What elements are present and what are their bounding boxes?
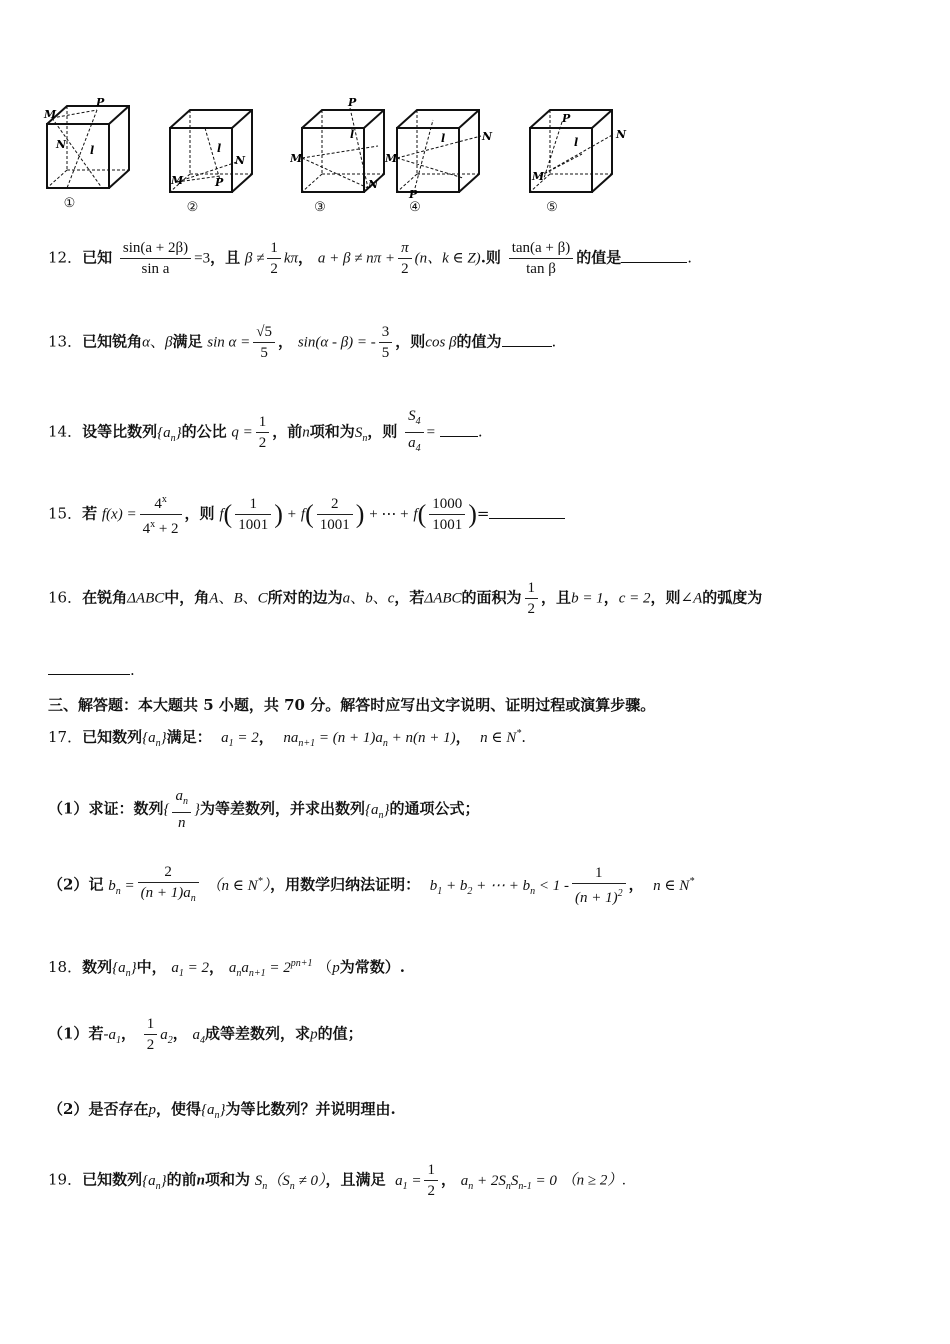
cube-figure-2 (165, 100, 260, 215)
cube-figure-4 (385, 100, 495, 215)
question-13: 13．已知锐角α、β满足 sin α = $\frac{√5}{5}$ ， sin(α - β) = - $\frac{3}{5}$ ，则cos β的值为 . (48, 324, 557, 361)
cube-label-4: ④ (409, 200, 421, 215)
section-3-title: 三、解答题：本大题共 5 小题，共 70 分。解答时应写出文字说明、证明过程或演算步骤。 (48, 696, 656, 714)
svg-text:l: l (217, 142, 222, 155)
cube-label-1: ① (63, 196, 76, 211)
question-17-part-1: （1）求证：数列{ $\frac{a_n}{n}$ }为等差数列，并求出数列$\{a_n\}$的通项公式； (48, 788, 480, 831)
question-15: 15．若 f(x) = $\frac{4^x}{4^x + 2}$ ，则 f( $\frac{1}{1001}$ ) + f( $\frac{2}{1001}$ ) + ⋯ + f( $\frac{1000}{1001}$ )= (48, 490, 565, 539)
question-16-answer: . (48, 660, 135, 679)
answer-blank-13[interactable] (502, 332, 552, 347)
question-12: 12．已知 $\frac{\sin(a + 2\beta)}{\text{sin a}}$ =3，且 β ≠ $\frac{1}{2}$ kπ， a + β ≠ nπ + $\frac{\pi}{2}$ (n、k ∈ Z).则 $\frac{\tan(a + \beta)}{\text{tan β}}$ 的值是 . (48, 240, 693, 277)
svg-text:N: N (616, 128, 627, 141)
svg-text:N: N (56, 138, 67, 151)
svg-text:l: l (90, 144, 95, 157)
svg-text:N: N (368, 178, 379, 191)
cube-figure-5 (522, 100, 632, 215)
question-16: 16．在锐角ΔABC中，角A、B、C所对的边为a、b、c，若ΔABC的面积为 $\frac{1}{2}$ ，且b = 1，c = 2，则∠A的弧度为 (48, 580, 763, 617)
question-18-part-2: （2）是否存在p，使得$\{a_n\}$为等比数列？并说明理由. (48, 1100, 396, 1121)
question-17: 17．已知数列$\{a_n\}$满足： $a_1 = 2$， $na_{n+1} = (n + 1)a_n + n(n + 1)$， n ∈ N*. (48, 728, 527, 749)
question-18-part-1: （1）若$-a_1$， $\frac{1}{2}$ $a_2$， $a_4$成等差数列，求p的值； (48, 1016, 363, 1053)
cube-figure-1 (42, 96, 137, 211)
svg-text:N: N (235, 154, 246, 167)
svg-text:M: M (532, 170, 545, 183)
svg-text:P: P (562, 112, 571, 125)
svg-text:P: P (96, 96, 105, 109)
question-18: 18．数列$\{a_n\}$中， $a_1 = 2$， $a_na_{n+1} = 2^{pn+1}$ （p为常数）. (48, 958, 405, 979)
svg-text:N: N (482, 130, 493, 143)
svg-text:M: M (385, 152, 398, 165)
answer-blank-12[interactable] (621, 248, 687, 263)
answer-blank-16[interactable] (48, 660, 130, 675)
svg-text:M: M (290, 152, 303, 165)
svg-text:M: M (44, 108, 57, 121)
svg-text:P: P (348, 96, 357, 109)
svg-text:P: P (215, 176, 224, 189)
svg-text:M: M (171, 174, 184, 187)
cube-label-5: ⑤ (546, 200, 558, 215)
svg-text:l: l (441, 132, 446, 145)
svg-text:l: l (350, 128, 355, 141)
cube-label-3: ③ (314, 200, 326, 215)
answer-blank-14[interactable] (440, 422, 478, 437)
question-19: 19．已知数列$\{a_n\}$的前n项和为 $S_n(S_n \ne 0)$，且满足 $a_1$ = $\frac{1}{2}$ ， $a_n + 2S_nS_{n-1} = 0$ （n ≥ 2）. (48, 1162, 627, 1199)
question-17-part-2: （2）记 $b_n$ = $\frac{2}{(n + 1)a_n}$ （n ∈ N*），用数学归纳法证明： $b_1 + b_2$ + ⋯ + $b_n < 1$ - $\frac{1}{(n + 1)^2}$ ， n ∈ N* (48, 864, 695, 906)
svg-text:l: l (574, 136, 579, 149)
cube-label-2: ② (186, 200, 199, 215)
cube-figure-3 (290, 96, 390, 215)
answer-blank-15[interactable] (489, 504, 565, 519)
svg-text:P: P (409, 188, 418, 200)
question-14: 14．设等比数列$\{a_n\}$的公比 q = $\frac{1}{2}$ ，前n项和为$S_n$，则 $\frac{S_4}{a_4}$ = . (48, 408, 483, 454)
